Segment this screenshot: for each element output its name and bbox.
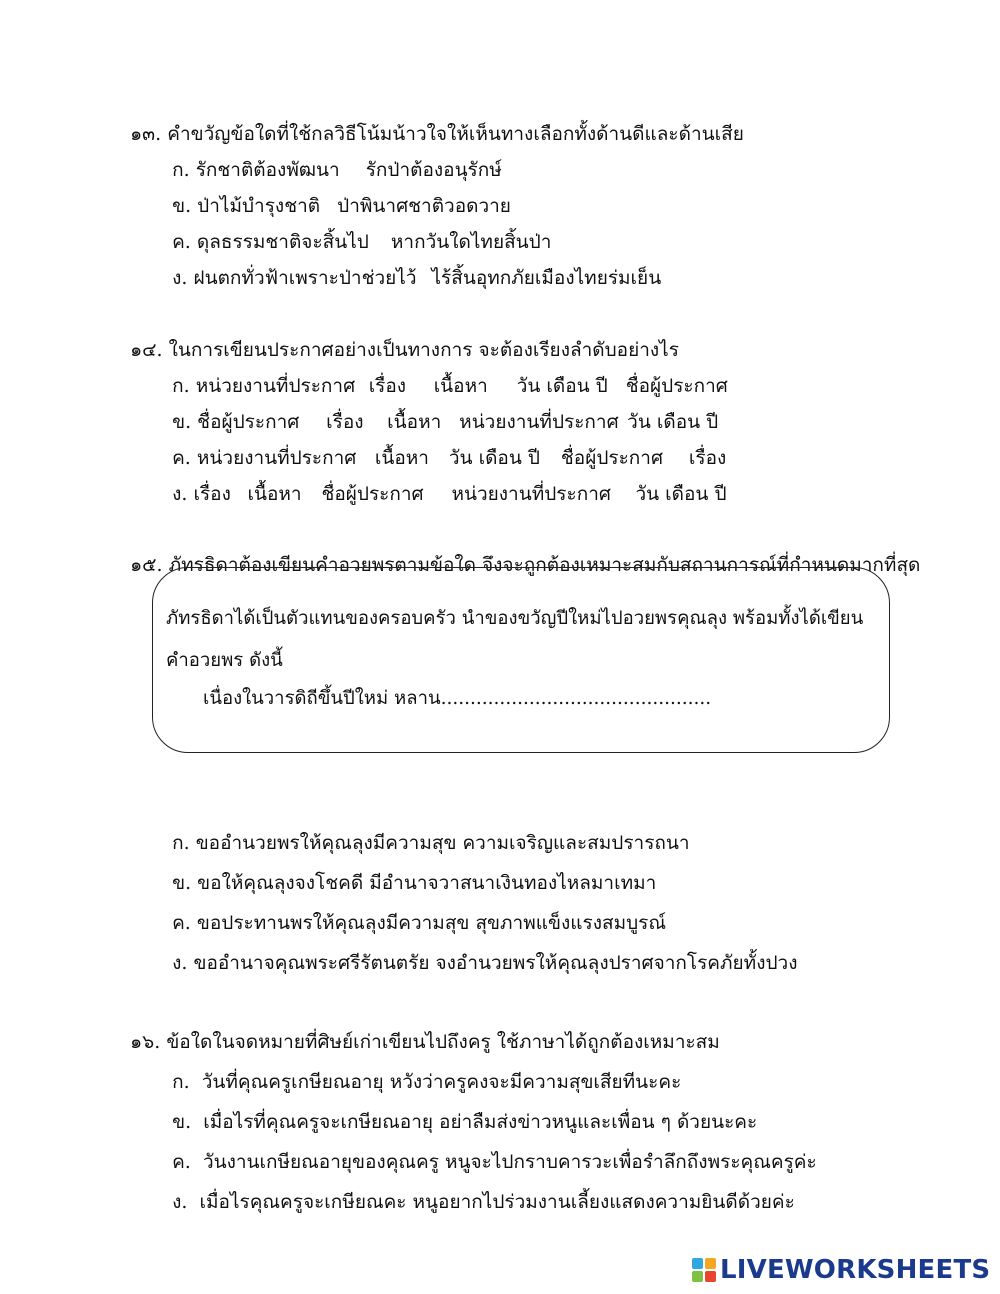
choice-text: ขอให้คุณลุงจงโชคดี มีอำนาจวาสนาเงินทองไหลมาเทมา bbox=[197, 872, 657, 894]
scenario-box bbox=[152, 567, 890, 753]
choice-part: วัน เดือน ปี bbox=[448, 447, 540, 469]
choice-part: วัน เดือน ปี bbox=[627, 411, 719, 433]
choice-text: เมื่อไรคุณครูจะเกษียณคะ หนูอยากไปร่วมงานเลี้ยงแสดงความยินดีด้วยค่ะ bbox=[199, 1191, 795, 1213]
choice-label: ค. bbox=[172, 912, 191, 934]
choice-part: วัน เดือน ปี bbox=[516, 375, 608, 397]
choice-part: รักชาติต้องพัฒนา bbox=[195, 159, 340, 181]
choice-part: ป่าพินาศชาติวอดวาย bbox=[337, 195, 511, 217]
scenario-line-3: เนื่องในวารดิถีขึ้นปีใหม่ หลาน.............................................. bbox=[203, 688, 712, 709]
choice-label: ค. bbox=[172, 231, 191, 253]
choice-part: หน่วยงานที่ประกาศ bbox=[195, 375, 356, 397]
choice-part: รักป่าต้องอนุรักษ์ bbox=[365, 159, 502, 181]
choice-part: วัน เดือน ปี bbox=[635, 483, 727, 505]
choice-part: เนื้อหา bbox=[247, 483, 302, 505]
question-13-number: ๑๓. bbox=[130, 123, 162, 145]
logo-square-icon bbox=[692, 1271, 703, 1282]
choice-label: ข. bbox=[172, 872, 192, 894]
choice-part: ป่าไม้บำรุงชาติ bbox=[197, 195, 321, 217]
question-15-text: ภัทรธิดาต้องเขียนคำอวยพรตามข้อใด จึงจะถูกต้องเหมาะสมกับสถานการณ์ที่กำหนดมากที่สุด bbox=[168, 554, 921, 576]
choice-label: ค. bbox=[172, 1151, 191, 1173]
choice-part: ดุลธรรมชาติจะสิ้นไป bbox=[196, 231, 369, 253]
choice-label: ง. bbox=[172, 267, 188, 289]
choice-part: เนื้อหา bbox=[387, 411, 442, 433]
choice-part: เรื่อง bbox=[368, 375, 407, 397]
question-15-number: ๑๕. bbox=[130, 554, 163, 576]
choice-part: เนื้อหา bbox=[374, 447, 429, 469]
scenario-line-1: ภัทรธิดาได้เป็นตัวแทนของครอบครัว นำของขวัญปีใหม่ไปอวยพรคุณลุง พร้อมทั้งได้เขียน bbox=[166, 608, 864, 629]
scenario-line-2: คำอวยพร ดังนี้ bbox=[166, 650, 283, 671]
liveworksheets-logo[interactable] bbox=[692, 1253, 990, 1287]
choice-text: ขออำนวยพรให้คุณลุงมีความสุข ความเจริญและสมปรารถนา bbox=[195, 832, 690, 854]
question-16-choice-d[interactable] bbox=[160, 1163, 795, 1215]
choice-part: ชื่อผู้ประกาศ bbox=[560, 447, 664, 469]
question-14-text: ในการเขียนประกาศอย่างเป็นทางการ จะต้องเรียงลำดับอย่างไร bbox=[168, 339, 679, 361]
question-16-number: ๑๖. bbox=[130, 1031, 161, 1053]
choice-label: ง. bbox=[172, 952, 188, 974]
choice-part: เรื่อง bbox=[193, 483, 231, 505]
choice-label: ข. bbox=[172, 195, 192, 217]
choice-label: ข. bbox=[172, 411, 192, 433]
choice-label: ก. bbox=[172, 375, 190, 397]
logo-square-icon bbox=[705, 1271, 716, 1282]
question-15-choice-d[interactable] bbox=[160, 924, 797, 976]
choice-label: ง. bbox=[172, 483, 188, 505]
choice-text: ขออำนาจคุณพระศรีรัตนตรัย จงอำนวยพรให้คุณลุงปราศจากโรคภัยทั้งปวง bbox=[193, 952, 798, 974]
choice-part: ชื่อผู้ประกาศ bbox=[197, 411, 300, 433]
choice-text: วันงานเกษียณอายุของคุณครู หนูจะไปกราบคารวะเพื่อรำลึกถึงพระคุณครูค่ะ bbox=[202, 1151, 817, 1173]
logo-text: LIVEWORKSHEETS bbox=[720, 1255, 991, 1285]
choice-label: ก. bbox=[172, 159, 190, 181]
choice-part: เนื้อหา bbox=[433, 375, 488, 397]
choice-label: ข. bbox=[172, 1111, 192, 1133]
question-13-choice-d[interactable] bbox=[160, 239, 661, 291]
question-16-text: ข้อใดในจดหมายที่ศิษย์เก่าเขียนไปถึงครู ใช้ภาษาได้ถูกต้องเหมาะสม bbox=[166, 1031, 720, 1053]
choice-part: หน่วยงานที่ประกาศ bbox=[196, 447, 357, 469]
choice-part: เรื่อง bbox=[326, 411, 364, 433]
choice-label: ก. bbox=[172, 832, 190, 854]
choice-part: ชื่อผู้ประกาศ bbox=[321, 483, 424, 505]
choice-label: ง. bbox=[172, 1191, 188, 1213]
choice-part: ฝนตกทั่วฟ้าเพราะป่าช่วยไว้ bbox=[193, 267, 417, 289]
choice-text: เมื่อไรที่คุณครูจะเกษียณอายุ อย่าลืมส่งข่าวหนูและเพื่อน ๆ ด้วยนะคะ bbox=[203, 1111, 758, 1133]
choice-part: หน่วยงานที่ประกาศ bbox=[451, 483, 611, 505]
choice-label: ค. bbox=[172, 447, 191, 469]
question-14-choice-d[interactable] bbox=[160, 455, 727, 507]
choice-part: หากวันใดไทยสิ้นป่า bbox=[390, 231, 552, 253]
choice-part: หน่วยงานที่ประกาศ bbox=[459, 411, 619, 433]
choice-label: ก. bbox=[172, 1071, 190, 1093]
choice-part: ชื่อผู้ประกาศ bbox=[625, 375, 728, 397]
logo-square-icon bbox=[705, 1258, 716, 1269]
question-13-text: คำขวัญข้อใดที่ใช้กลวิธีโน้มน้าวใจให้เห็นทางเลือกทั้งด้านดีและด้านเสีย bbox=[167, 123, 744, 145]
choice-text: ขอประทานพรให้คุณลุงมีความสุข สุขภาพแข็งแรงสมบูรณ์ bbox=[196, 912, 667, 934]
question-14-number: ๑๔. bbox=[130, 339, 163, 361]
choice-text: วันที่คุณครูเกษียณอายุ หวังว่าครูคงจะมีความสุขเสียทีนะคะ bbox=[201, 1071, 682, 1093]
liveworksheets-logo-icon bbox=[692, 1258, 716, 1282]
logo-square-icon bbox=[692, 1258, 703, 1269]
choice-part: ไร้สิ้นอุทกภัยเมืองไทยร่มเย็น bbox=[431, 267, 662, 289]
choice-part: เรื่อง bbox=[688, 447, 727, 469]
